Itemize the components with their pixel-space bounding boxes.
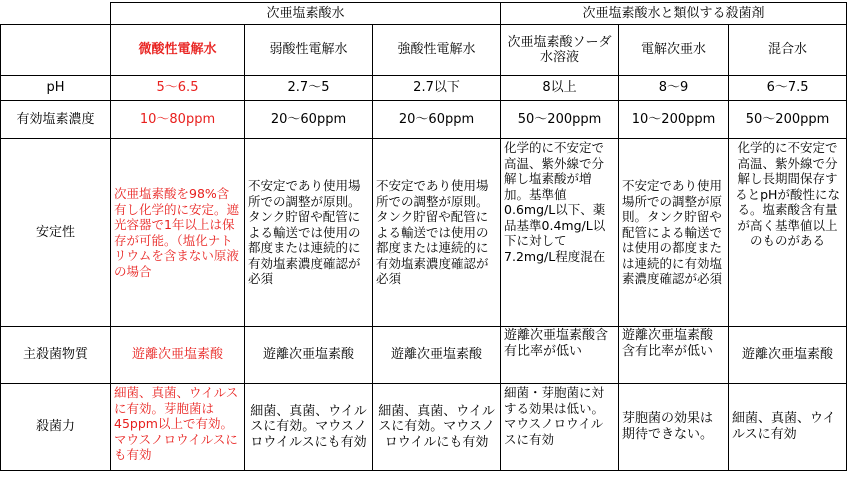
table-cell: 遊離次亜塩素酸 [111, 327, 245, 384]
column-header-blank [1, 25, 111, 76]
column-header-strong-acidic: 強酸性電解水 [373, 25, 501, 76]
group-header-hypochlorous-water: 次亜塩素酸水 [111, 3, 501, 25]
table-cell: 8以上 [501, 76, 619, 101]
table-cell: 50～200ppm [501, 101, 619, 139]
table-row-main-agent [1, 327, 847, 384]
column-header-slightly-acidic: 微酸性電解水 [111, 25, 245, 76]
table-cell: 不安定であり使用場所での調整が原則。タンク貯留や配管による輸送では使用の都度または連続的に有効塩素濃度確認が必須 [245, 139, 373, 327]
table-cell: 不安定であり使用場所での調整が原則。タンク貯留や配管による輸送では使用の都度または連続的に有効塩素濃度確認が必須 [373, 139, 501, 327]
table-cell: 遊離次亜塩素酸含有比率が低い [619, 327, 729, 384]
table-row-stability [1, 139, 847, 327]
table-cell: 細菌・芽胞菌に対する効果は低い。マウスノロウイルスに有効 [501, 384, 619, 471]
table-cell: 次亜塩素酸を98%含有し化学的に安定。遮光容器で1年以上は保存が可能。（塩化ナトリウムを含まない原液の場合 [111, 139, 245, 327]
column-header-sodium-hypochlorite: 次亜塩素酸ソーダ水溶液 [501, 25, 619, 76]
table-cell: 細菌、真菌、ウイルスに有効。芽胞菌は45ppm以上で有効。マウスノロウイルスにも有効 [111, 384, 245, 471]
column-header-row [1, 25, 847, 76]
row-label-available-chlorine: 有効塩素濃度 [1, 101, 111, 139]
table-cell: 細菌、真菌、ウイルスに有効。マウスノロウイルにも有効 [373, 384, 501, 471]
table-cell: 10～80ppm [111, 101, 245, 139]
row-label-ph: pH [1, 76, 111, 101]
row-label-main-agent: 主殺菌物質 [1, 327, 111, 384]
table-cell: 20～60ppm [245, 101, 373, 139]
column-header-mixed-water: 混合水 [729, 25, 847, 76]
table-cell: 細菌、真菌、ウイルスに有効 [729, 384, 847, 471]
table-cell: 遊離次亜塩素酸含有比率が低い [501, 327, 619, 384]
table-cell: 5～6.5 [111, 76, 245, 101]
row-label-bactericidal-power: 殺菌力 [1, 384, 111, 471]
table-cell: 10～200ppm [619, 101, 729, 139]
row-label-stability: 安定性 [1, 139, 111, 327]
corner-cell [1, 3, 111, 25]
table-cell: 不安定であり使用場所での調整が原則。タンク貯留や配管による輸送では使用の都度または連続的に有効塩素濃度確認が必須 [619, 139, 729, 327]
table-cell: 化学的に不安定で高温、紫外線で分解し長期間保存するとpHが酸性になる。塩素酸含有量が高く基準値以上のものがある [729, 139, 847, 327]
group-header-similar-disinfectants: 次亜塩素酸水と類似する殺菌剤 [501, 3, 847, 25]
table-cell: 遊離次亜塩素酸 [245, 327, 373, 384]
table-cell: 8～9 [619, 76, 729, 101]
table-cell: 遊離次亜塩素酸 [373, 327, 501, 384]
table-row-bactericidal-power [1, 384, 847, 471]
table-row-ph [1, 76, 847, 101]
table-cell: 芽胞菌の効果は期待できない。 [619, 384, 729, 471]
table-cell: 化学的に不安定で高温、紫外線で分解し塩素酸が増加。基準値0.6mg/L以下、薬品基準0.4mg/L以下に対して7.2mg/L程度混在 [501, 139, 619, 327]
column-header-electrolyzed-hypo: 電解次亜水 [619, 25, 729, 76]
table-cell: 2.7～5 [245, 76, 373, 101]
group-header-row [1, 3, 847, 25]
column-header-weak-acidic: 弱酸性電解水 [245, 25, 373, 76]
table-cell: 遊離次亜塩素酸 [729, 327, 847, 384]
comparison-table [0, 2, 847, 471]
table-cell: 細菌、真菌、ウイルスに有効。マウスノロウイルスにも有効 [245, 384, 373, 471]
table-row-available-chlorine [1, 101, 847, 139]
table-cell: 2.7以下 [373, 76, 501, 101]
table-cell: 20～60ppm [373, 101, 501, 139]
table-cell: 50～200ppm [729, 101, 847, 139]
table-cell: 6～7.5 [729, 76, 847, 101]
